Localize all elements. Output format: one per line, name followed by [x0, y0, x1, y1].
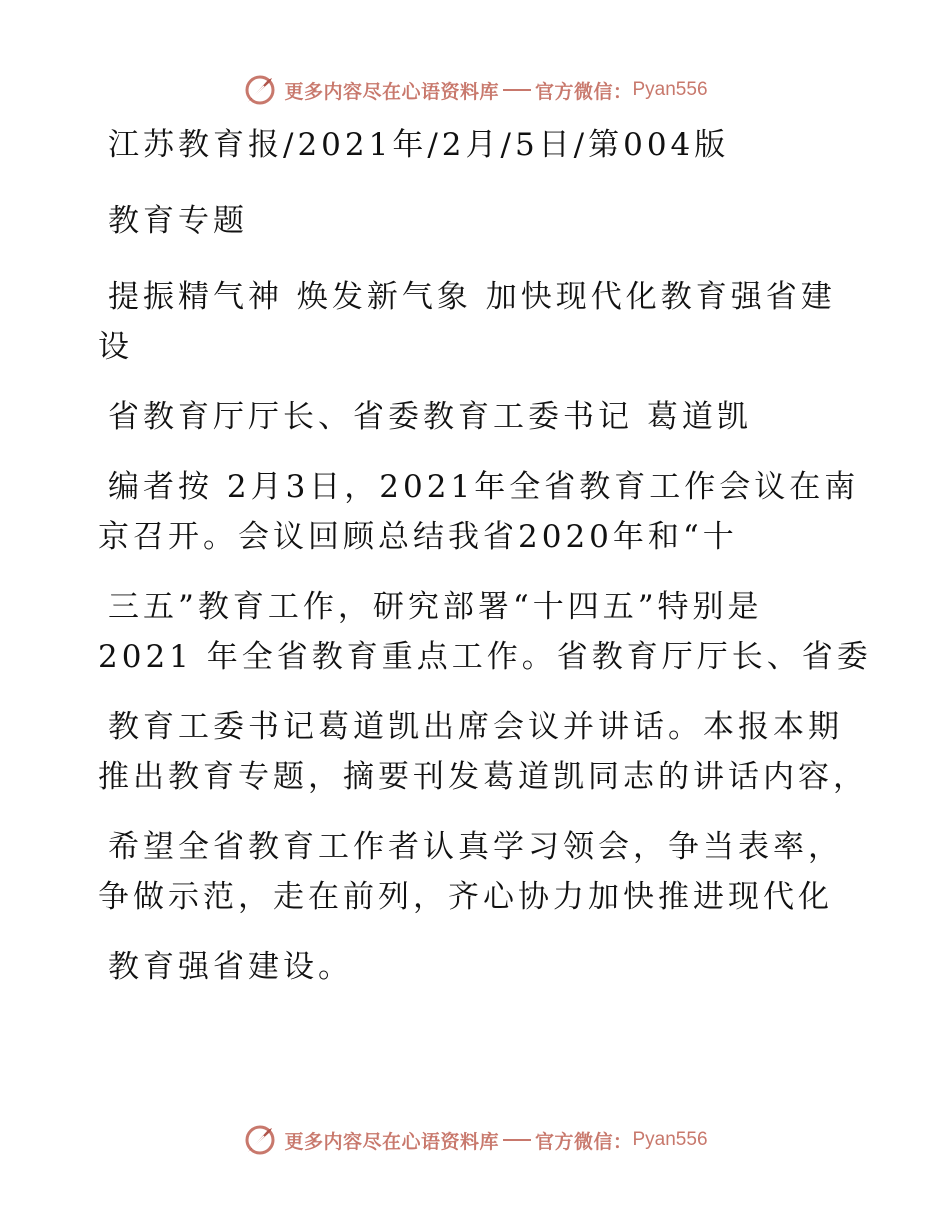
banner-text: 更多内容尽在心语资料库	[284, 80, 499, 103]
banner-separator	[503, 89, 531, 91]
section-heading: 教育专题	[108, 203, 248, 239]
editor-note-line-6: 推出教育专题，摘要刊发葛道凯同志的讲话内容，	[98, 759, 868, 795]
editor-note-line-7: 希望全省教育工作者认真学习领会，争当表率，	[108, 829, 843, 865]
banner-handle: Pyan556	[632, 1129, 708, 1150]
banner-text: 更多内容尽在心语资料库	[284, 1130, 499, 1153]
editor-note-line-9: 教育强省建设。	[108, 949, 353, 985]
quill-pen-logo-icon	[242, 72, 278, 108]
editor-note-line-8: 争做示范，走在前列，齐心协力加快推进现代化	[98, 879, 833, 915]
editor-note-line-4: 2021 年全省教育重点工作。省教育厅厅长、省委	[98, 639, 872, 675]
document-body	[98, 120, 872, 992]
banner-handle: Pyan556	[632, 79, 708, 100]
banner-label: 官方微信：	[534, 80, 633, 103]
editor-note-line-3: 三五”教育工作，研究部署“十四五”特别是	[108, 589, 763, 625]
editor-note-line-1: 编者按 2月3日，2021年全省教育工作会议在南	[108, 469, 860, 505]
article-title-line-1: 提振精气神 焕发新气象 加快现代化教育强省建	[108, 279, 836, 315]
editor-note-line-5: 教育工委书记葛道凯出席会议并讲话。本报本期	[108, 709, 843, 745]
banner-separator	[503, 1139, 531, 1141]
publication-line: 江苏教育报/2021年/2月/5日/第004版	[108, 127, 730, 163]
article-title-line-2: 设	[98, 329, 133, 365]
editor-note-line-2: 京召开。会议回顾总结我省2020年和“十	[98, 519, 738, 555]
banner-label: 官方微信：	[534, 1130, 633, 1153]
author-line: 省教育厅厅长、省委教育工委书记 葛道凯	[108, 399, 752, 435]
header-banner	[0, 70, 950, 110]
footer-banner	[0, 1120, 950, 1160]
quill-pen-logo-icon	[242, 1122, 278, 1158]
